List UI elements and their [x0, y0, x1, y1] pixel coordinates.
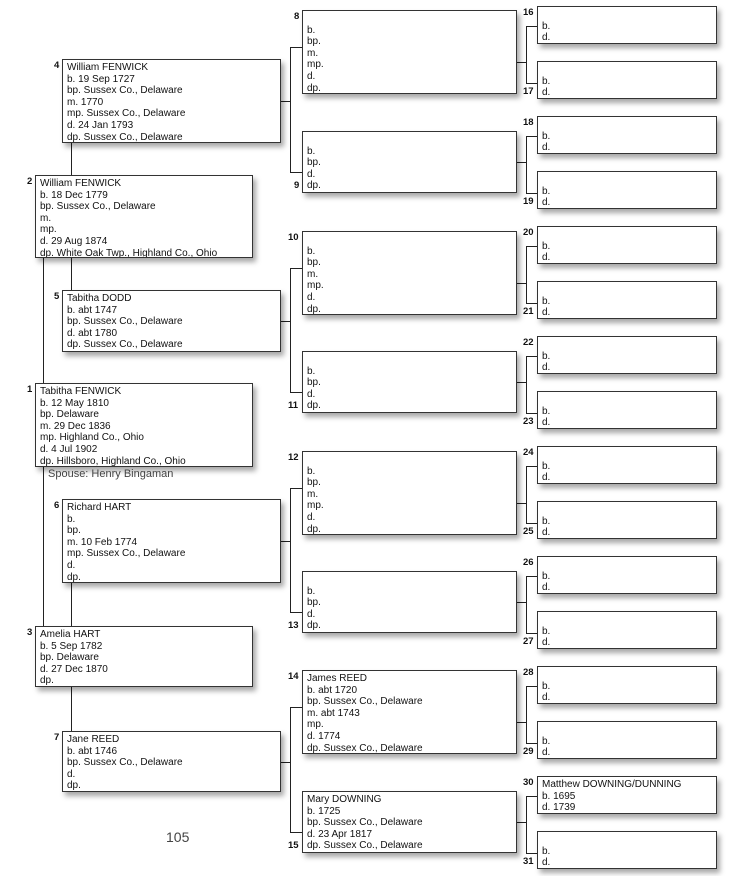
person-fact: b.: [542, 75, 551, 87]
person-fact: bp. Sussex Co., Delaware: [67, 757, 183, 769]
ahnentafel-number: 25: [523, 526, 534, 537]
person-box-5[interactable]: [62, 290, 281, 352]
connector-line: [290, 612, 302, 613]
person-fact: mp.: [307, 59, 324, 71]
person-fact: bp.: [307, 377, 321, 389]
person-fact: bp.: [307, 597, 321, 609]
person-name: [542, 669, 712, 681]
person-fact: d.: [542, 252, 551, 264]
person-fact: bp. Delaware: [40, 652, 99, 664]
person-fact: d.: [542, 637, 551, 649]
connector-line: [290, 707, 291, 833]
person-fact: b.: [542, 625, 551, 637]
person-fact: b.: [307, 245, 316, 257]
person-fact: b.: [307, 465, 316, 477]
person-fact: d.: [542, 417, 551, 429]
page-number: 105: [166, 829, 190, 845]
person-fact: dp.: [307, 400, 321, 412]
connector-line: [526, 193, 537, 194]
person-box-29[interactable]: [537, 721, 717, 759]
person-fact: dp. Sussex Co., Delaware: [307, 840, 423, 852]
person-fact: b.: [542, 240, 551, 252]
person-name: Amelia HART: [40, 629, 101, 640]
person-fact: d.: [307, 608, 316, 620]
person-name: [542, 504, 712, 516]
person-fact: b.: [542, 295, 551, 307]
person-fact: d. 24 Jan 1793: [67, 119, 134, 131]
ahnentafel-number: 21: [523, 306, 534, 317]
ahnentafel-number: 23: [523, 416, 534, 427]
person-box-31[interactable]: [537, 831, 717, 869]
person-fact: d.: [542, 692, 551, 704]
person-box-15[interactable]: [302, 791, 517, 853]
person-fact: b.: [542, 570, 551, 582]
person-fact: d. abt 1780: [67, 327, 118, 339]
connector-line: [290, 47, 302, 48]
connector-line: [526, 26, 537, 27]
person-fact: d.: [307, 168, 316, 180]
person-fact: d.: [542, 32, 551, 44]
ahnentafel-number: 30: [523, 777, 534, 788]
connector-line: [526, 466, 527, 524]
person-name: Jane REED: [67, 734, 120, 745]
ahnentafel-number: 26: [523, 557, 534, 568]
person-fact: mp.: [307, 719, 324, 731]
person-name: Richard HART: [67, 502, 132, 513]
person-name: [542, 834, 712, 846]
ahnentafel-number: 28: [523, 667, 534, 678]
person-fact: mp.: [307, 280, 324, 292]
person-fact: m. 10 Feb 1774: [67, 536, 138, 548]
ahnentafel-number: 24: [523, 447, 534, 458]
person-fact: dp. Sussex Co., Delaware: [67, 131, 183, 143]
person-fact: bp. Delaware: [40, 409, 99, 421]
person-fact: b. 18 Dec 1779: [40, 189, 108, 201]
connector-line: [71, 687, 72, 731]
person-fact: b.: [307, 365, 316, 377]
person-fact: bp. Sussex Co., Delaware: [307, 817, 423, 829]
person-fact: m. 1770: [67, 96, 104, 108]
person-fact: bp. Sussex Co., Delaware: [67, 316, 183, 328]
person-fact: d.: [542, 527, 551, 539]
person-fact: bp.: [307, 157, 321, 169]
connector-line: [290, 47, 291, 173]
ahnentafel-number: 16: [523, 7, 534, 18]
person-fact: b. 19 Sep 1727: [67, 73, 135, 85]
person-name: [542, 559, 712, 571]
person-fact: dp.: [307, 523, 321, 535]
ahnentafel-number: 6: [54, 500, 60, 511]
connector-line: [526, 413, 537, 414]
person-fact: d.: [542, 582, 551, 594]
connector-line: [526, 853, 537, 854]
connector-line: [526, 26, 527, 84]
person-box-16[interactable]: [537, 6, 717, 44]
connector-line: [526, 136, 537, 137]
ahnentafel-number: 27: [523, 636, 534, 647]
person-fact: d.: [67, 768, 76, 780]
person-fact: d.: [67, 559, 76, 571]
connector-line: [71, 583, 72, 626]
person-fact: d.: [542, 87, 551, 99]
ahnentafel-number: 18: [523, 117, 534, 128]
ahnentafel-number: 12: [288, 452, 299, 463]
person-fact: d.: [307, 511, 316, 523]
ahnentafel-number: 15: [288, 840, 299, 851]
ahnentafel-number: 20: [523, 227, 534, 238]
person-fact: d. 27 Dec 1870: [40, 663, 108, 675]
ahnentafel-number: 10: [288, 232, 299, 243]
person-box-26[interactable]: [537, 556, 717, 594]
person-fact: mp. Highland Co., Ohio: [40, 432, 144, 444]
connector-line: [290, 707, 302, 708]
person-fact: m. abt 1743: [307, 707, 360, 719]
connector-line: [290, 832, 302, 833]
ahnentafel-number: 8: [294, 11, 300, 22]
person-fact: d.: [542, 747, 551, 759]
person-fact: b.: [542, 460, 551, 472]
person-fact: d.: [542, 197, 551, 209]
person-fact: d. 29 Aug 1874: [40, 235, 108, 247]
person-fact: d.: [542, 472, 551, 484]
person-box-22[interactable]: [537, 336, 717, 374]
ahnentafel-number: 17: [523, 86, 534, 97]
person-box-17[interactable]: [537, 61, 717, 99]
person-box-24[interactable]: [537, 446, 717, 484]
connector-line: [290, 392, 302, 393]
person-box-11[interactable]: [302, 351, 517, 413]
person-fact: bp. Sussex Co., Delaware: [67, 85, 183, 97]
person-fact: m. 29 Dec 1836: [40, 420, 111, 432]
person-box-3[interactable]: [35, 626, 253, 687]
connector-line: [71, 258, 72, 290]
connector-line: [526, 576, 537, 577]
connector-line: [290, 268, 302, 269]
person-fact: b. abt 1747: [67, 304, 118, 316]
connector-line: [71, 143, 72, 175]
person-box-18[interactable]: [537, 116, 717, 154]
person-fact: b. 12 May 1810: [40, 397, 109, 409]
person-box-13[interactable]: [302, 571, 517, 633]
connector-line: [290, 172, 302, 173]
ahnentafel-number: 1: [27, 384, 33, 395]
person-fact: dp.: [67, 780, 81, 792]
person-name: [307, 454, 512, 466]
connector-line: [526, 796, 537, 797]
connector-line: [526, 576, 527, 634]
person-fact: b.: [307, 24, 316, 36]
person-fact: d.: [307, 70, 316, 82]
person-box-9[interactable]: [302, 131, 517, 193]
person-fact: b. 5 Sep 1782: [40, 640, 103, 652]
person-name: William FENWICK: [40, 178, 122, 189]
person-box-25[interactable]: [537, 501, 717, 539]
person-name: James REED: [307, 673, 368, 684]
person-fact: d.: [542, 307, 551, 319]
connector-line: [526, 796, 527, 854]
person-fact: bp.: [67, 525, 81, 537]
person-box-14[interactable]: [302, 670, 517, 754]
person-fact: dp. Sussex Co., Delaware: [307, 742, 423, 754]
person-fact: b.: [542, 405, 551, 417]
person-box-2[interactable]: [35, 175, 253, 258]
connector-line: [526, 246, 537, 247]
person-fact: d.: [307, 291, 316, 303]
person-fact: b.: [542, 130, 551, 142]
person-fact: b. 1695: [542, 790, 576, 802]
person-fact: d. 4 Jul 1902: [40, 443, 98, 455]
person-fact: dp.: [67, 571, 81, 583]
connector-line: [526, 633, 537, 634]
person-fact: d.: [542, 362, 551, 374]
person-fact: mp.: [307, 500, 324, 512]
person-fact: b.: [542, 20, 551, 32]
person-fact: b. 1725: [307, 805, 341, 817]
person-name: [542, 394, 712, 406]
person-name: [307, 574, 512, 586]
person-fact: dp.: [40, 675, 54, 687]
person-box-20[interactable]: [537, 226, 717, 264]
person-fact: dp. Sussex Co., Delaware: [67, 339, 183, 351]
person-box-1[interactable]: [35, 383, 253, 467]
person-fact: dp.: [307, 180, 321, 192]
ahnentafel-number: 11: [288, 400, 299, 411]
person-fact: d. 1739: [542, 802, 576, 814]
person-box-23[interactable]: [537, 391, 717, 429]
person-name: [542, 174, 712, 186]
person-fact: m.: [307, 47, 319, 59]
connector-line: [526, 356, 527, 414]
person-fact: b.: [542, 680, 551, 692]
person-name: [542, 339, 712, 351]
person-name: [542, 724, 712, 736]
person-fact: dp. Hillsboro, Highland Co., Ohio: [40, 455, 186, 467]
connector-line: [526, 686, 527, 744]
connector-line: [526, 743, 537, 744]
person-name: [542, 614, 712, 626]
person-fact: dp. White Oak Twp., Highland Co., Ohio: [40, 247, 218, 258]
person-fact: b.: [542, 185, 551, 197]
connector-line: [290, 268, 291, 393]
person-fact: bp. Sussex Co., Delaware: [40, 201, 156, 213]
person-box-19[interactable]: [537, 171, 717, 209]
person-fact: dp.: [307, 82, 321, 94]
person-name: [542, 449, 712, 461]
connector-line: [526, 356, 537, 357]
person-box-6[interactable]: [62, 499, 281, 583]
person-fact: b.: [67, 513, 76, 525]
ahnentafel-number: 9: [294, 180, 300, 191]
ahnentafel-number: 13: [288, 620, 299, 631]
person-fact: bp. Sussex Co., Delaware: [307, 696, 423, 708]
connector-line: [526, 466, 537, 467]
person-fact: bp.: [307, 477, 321, 489]
person-name: [542, 284, 712, 296]
person-box-21[interactable]: [537, 281, 717, 319]
ahnentafel-number: 7: [54, 732, 60, 743]
person-fact: b.: [542, 350, 551, 362]
person-fact: mp. Sussex Co., Delaware: [67, 548, 186, 560]
person-name: William FENWICK: [67, 62, 149, 73]
ahnentafel-number: 29: [523, 746, 534, 757]
person-box-7[interactable]: [62, 731, 281, 792]
person-name: [307, 234, 512, 246]
person-box-27[interactable]: [537, 611, 717, 649]
person-name: [542, 229, 712, 241]
ahnentafel-number: 3: [27, 627, 33, 638]
person-box-12[interactable]: [302, 451, 517, 535]
person-fact: m.: [307, 268, 319, 280]
person-name: [542, 119, 712, 131]
connector-line: [526, 523, 537, 524]
connector-line: [290, 488, 302, 489]
connector-line: [526, 686, 537, 687]
person-fact: d. 1774: [307, 730, 341, 742]
person-fact: dp.: [307, 303, 321, 315]
person-fact: b.: [542, 845, 551, 857]
person-fact: d.: [542, 142, 551, 154]
person-name: [307, 354, 512, 366]
person-box-30[interactable]: [537, 776, 717, 814]
person-fact: bp.: [307, 36, 321, 48]
connector-line: [526, 303, 537, 304]
ahnentafel-number: 22: [523, 337, 534, 348]
person-fact: b. abt 1746: [67, 745, 118, 757]
person-fact: mp.: [40, 224, 57, 236]
person-box-10[interactable]: [302, 231, 517, 315]
connector-line: [526, 136, 527, 194]
person-name: [542, 64, 712, 76]
person-name: Tabitha DODD: [67, 293, 132, 304]
ahnentafel-number: 5: [54, 291, 60, 302]
person-name: [307, 134, 512, 146]
person-box-4[interactable]: [62, 59, 281, 143]
person-name: Mary DOWNING: [307, 794, 382, 805]
person-fact: d.: [542, 857, 551, 869]
ahnentafel-number: 14: [288, 671, 299, 682]
person-fact: d.: [307, 388, 316, 400]
person-name: [542, 9, 712, 21]
spouse-note: Spouse: Henry Bingaman: [48, 468, 174, 480]
person-fact: mp. Sussex Co., Delaware: [67, 108, 186, 120]
person-fact: m.: [40, 212, 52, 224]
connector-line: [526, 83, 537, 84]
connector-line: [290, 488, 291, 613]
person-name: [307, 13, 512, 25]
person-box-8[interactable]: [302, 10, 517, 94]
person-fact: b.: [542, 515, 551, 527]
person-fact: b. abt 1720: [307, 684, 358, 696]
person-name: Matthew DOWNING/DUNNING: [542, 779, 682, 790]
person-name: Tabitha FENWICK: [40, 386, 122, 397]
ahnentafel-number: 4: [54, 60, 60, 71]
person-fact: b.: [307, 145, 316, 157]
person-fact: m.: [307, 488, 319, 500]
person-fact: dp.: [307, 620, 321, 632]
ahnentafel-number: 2: [27, 176, 33, 187]
connector-line: [526, 246, 527, 304]
ahnentafel-number: 19: [523, 196, 534, 207]
person-fact: d. 23 Apr 1817: [307, 828, 373, 840]
person-fact: bp.: [307, 257, 321, 269]
person-fact: b.: [542, 735, 551, 747]
person-box-28[interactable]: [537, 666, 717, 704]
ahnentafel-number: 31: [523, 856, 534, 867]
person-fact: b.: [307, 585, 316, 597]
